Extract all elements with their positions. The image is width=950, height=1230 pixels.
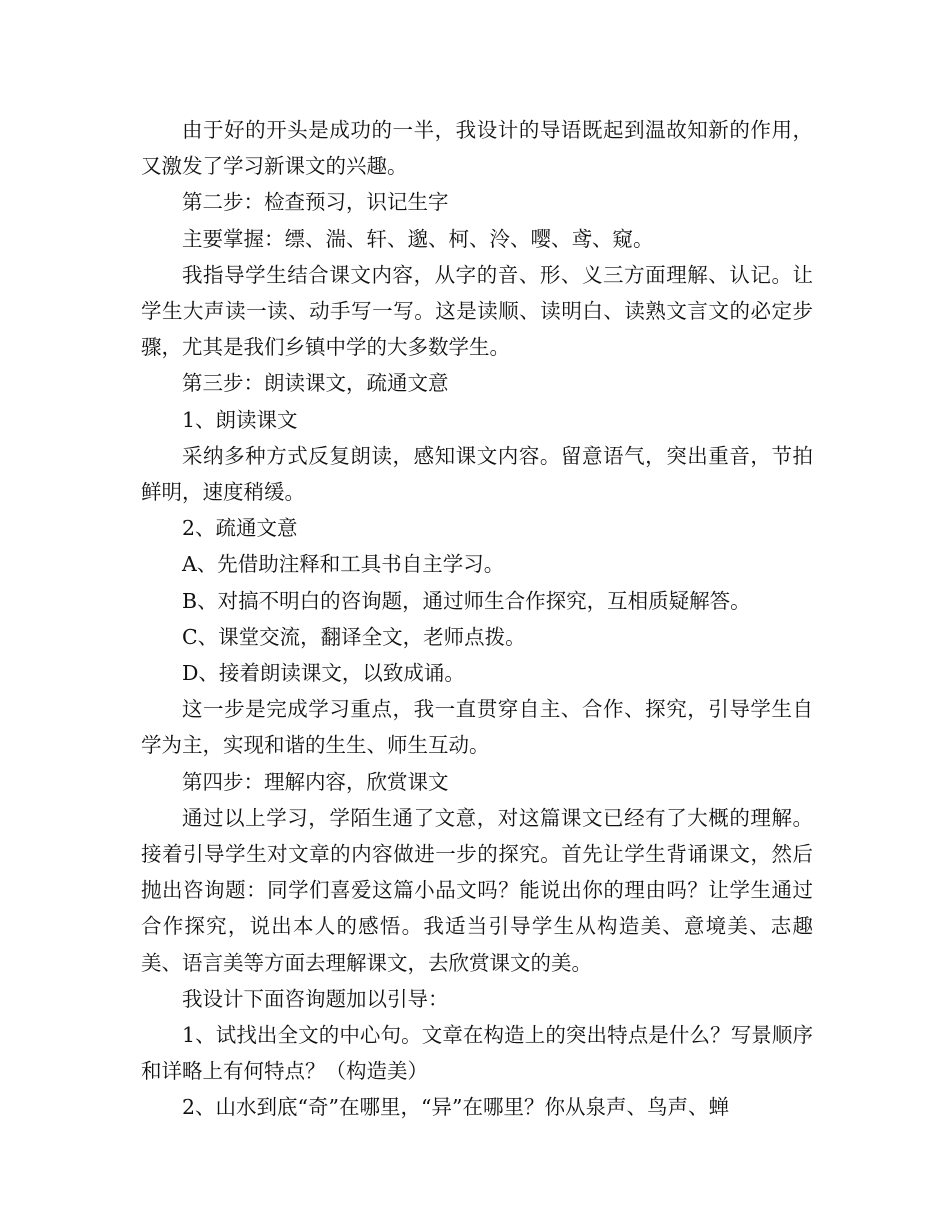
- paragraph-intro-summary: 由于好的开头是成功的一半，我设计的导语既起到温故知新的作用，又激发了学习新课文的兴趣。: [141, 118, 813, 179]
- subheading-understanding: 2、疏通文意: [182, 516, 298, 541]
- paragraph-key-characters: 主要掌握：缥、湍、轩、邈、柯、泠、嘤、鸢、窥。: [182, 226, 654, 251]
- list-item-b: B、对搞不明白的咨询题，通过师生合作探究，互相质疑解答。: [182, 588, 751, 613]
- paragraph-character-guidance: 我指导学生结合课文内容，从字的音、形、义三方面理解、认记。让学生大声读一读、动手写一写。这是读顺、读明白、读熟文言文的必定步骤，尤其是我们乡镇中学的大多数学生。: [141, 262, 813, 360]
- heading-step-two: 第二步：检查预习，识记生字: [182, 190, 449, 215]
- question-one: 1、试找出全文的中心句。文章在构造上的突出特点是什么？写景顺序和详略上有何特点？（构造美）: [141, 1023, 813, 1084]
- list-item-a: A、先借助注释和工具书自主学习。: [182, 552, 505, 577]
- list-item-d: D、接着朗读课文，以致成诵。: [182, 661, 465, 686]
- paragraph-step-summary: 这一步是完成学习重点，我一直贯穿自主、合作、探究，引导学生自学为主，实现和谐的生生、师生互动。: [141, 697, 813, 758]
- paragraph-question-intro: 我设计下面咨询题加以引导：: [182, 986, 449, 1011]
- subheading-reading: 1、朗读课文: [182, 407, 298, 432]
- paragraph-reading-methods: 采纳多种方式反复朗读，感知课文内容。留意语气，突出重音，节拍鲜明，速度稍缓。: [141, 443, 813, 505]
- heading-step-four: 第四步：理解内容，欣赏课文: [182, 769, 449, 794]
- question-two: 2、山水到底“奇”在哪里，“异”在哪里？你从泉声、鸟声、蝉: [182, 1095, 729, 1120]
- paragraph-appreciation: 通过以上学习，学陌生通了文意，对这篇课文已经有了大概的理解。接着引导学生对文章的内容做进一步的探究。首先让学生背诵课文，然后抛出咨询题：同学们喜爱这篇小品文吗？能说出你的理由吗？让学生通过合作探究，说出本人的感悟。我适当引导学生从构造美、意境美、志趣美、语言美等方面去理解课文，去欣赏课文的美。: [141, 805, 813, 975]
- document-body: [141, 112, 813, 1126]
- list-item-c: C、课堂交流，翻译全文，老师点拨。: [182, 624, 526, 649]
- heading-step-three: 第三步：朗读课文，疏通文意: [182, 371, 449, 396]
